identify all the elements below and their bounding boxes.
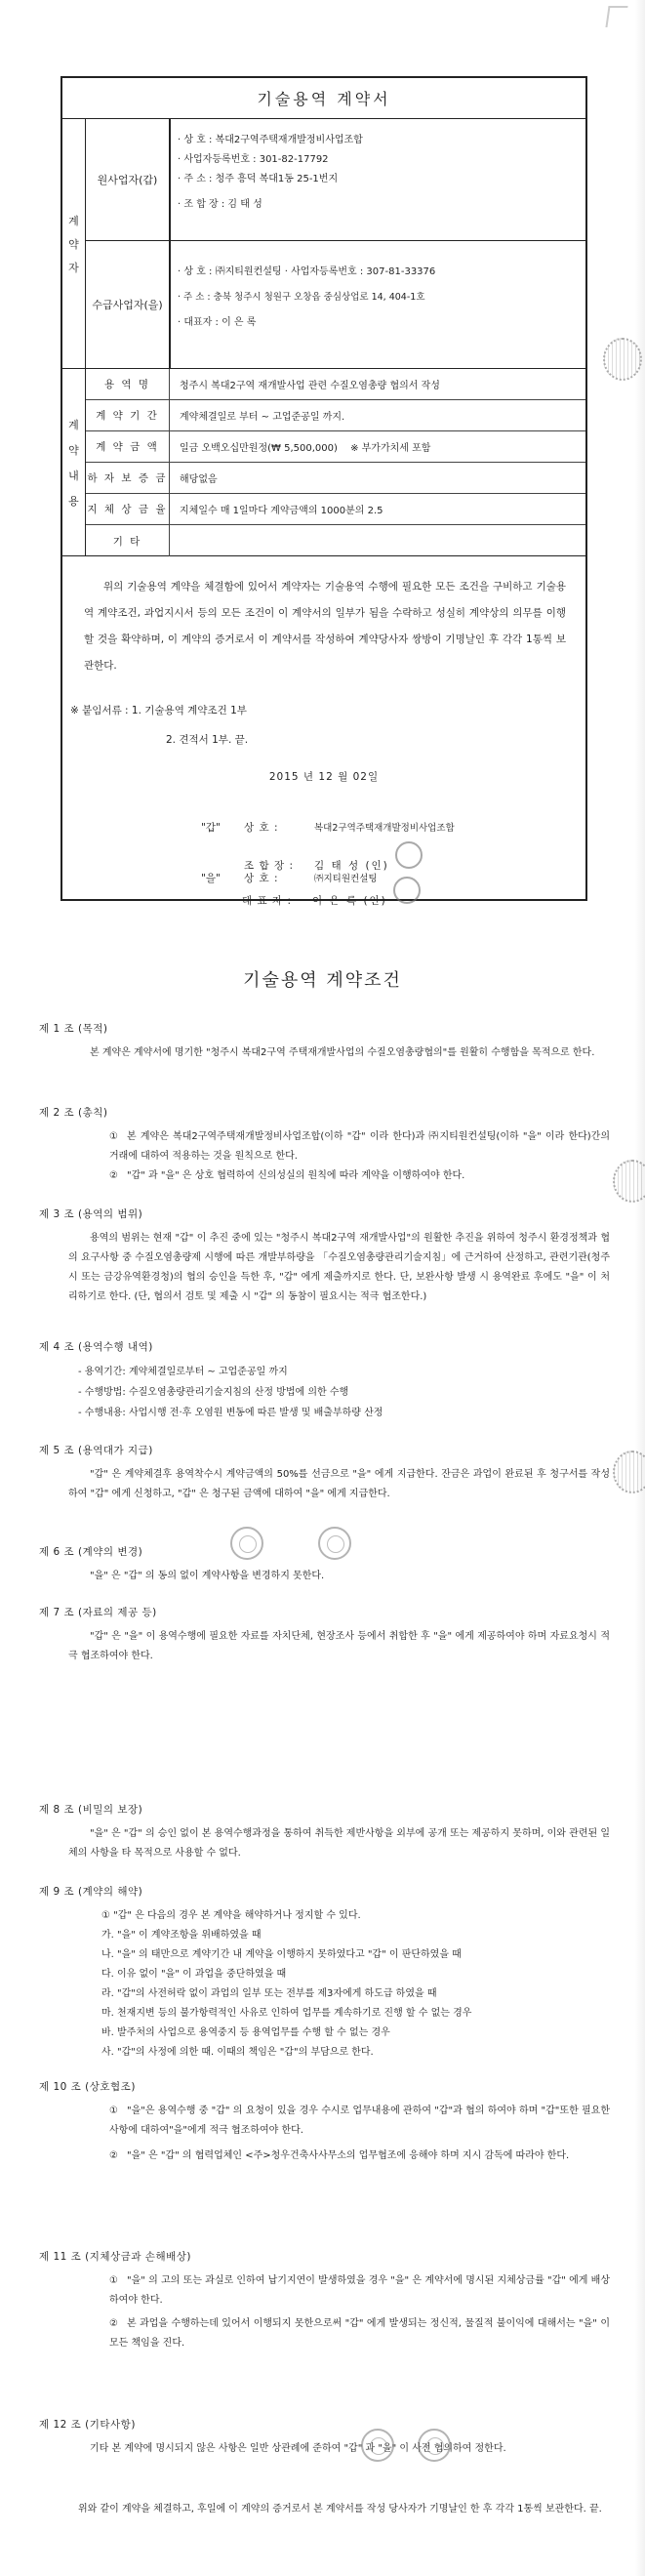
list-item: 다. 이유 없이 "을" 이 과업을 중단하였을 때	[101, 1969, 287, 1980]
closing-text: 위와 같이 계약을 체결하고, 후일에 이 계약의 증거로서 본 계약서를 작성 당사자가 기명날인 한 후 각각 1통씩 보관한다. 끝.	[78, 2504, 602, 2515]
article-8: 제 8 조 (비밀의 보장) "을" 은 "갑" 의 승인 없이 본 용역수행과정을 통하여 취득한 제반사항을 외부에 공개 또는 제공하지 못하며, 이와 관련된 일체의 사항을 타 목적으로 사용할 수 없다.	[39, 1804, 610, 1859]
article-3: 제 3 조 (용역의 범위) 용역의 범위는 현재 "갑" 이 추진 중에 있는 "청주시 복대2구역 재개발사업"의 원활한 추진을 위하여 청주시 환경정책과 협의 요구사항 중 수질오염총량제 시행에 따른 개발부하량을 「수질오염총량관리기술지침」에 근거하여 산정하고, 관련기관(청주시 또는 금강유역환경청)의 협의 승인을 득한 후, "갑" 에게 제출까지로 한다. 단, 보완사항 발생 시 용역완료 후에도 "을" 이 처리하기로 한다. (단, 협의서 검토 및 제출 시 "갑" 의 동참이 필요시는 적극 협조한다.)	[39, 1208, 610, 1302]
article-5: 제 5 조 (용역대가 지급) "갑" 은 계약체결후 용역착수시 계약금액의 50%를 선금으로 "을" 에게 지급한다. 잔금은 과업이 완료된 후 청구서를 작성하여 "갑" 에게 신청하고, "갑" 은 청구된 금액에 대하여 "을" 에게 지급한다.	[39, 1445, 610, 1499]
contractor-role: 수급사업자(을)	[86, 241, 170, 368]
contractor-signature: "을" 상 호 : ㈜지티원컨설팅	[201, 873, 378, 884]
list-item: 바. 발주처의 사업으로 용역중지 등 용역업무를 수행 할 수 없는 경우	[101, 2027, 390, 2038]
column-divider	[170, 119, 171, 368]
list-item: 나. "을" 의 태만으로 계약기간 내 계약을 이행하지 못하였다고 "갑" 이 판단하였을 때	[101, 1949, 462, 1960]
terms-label: 계 약 내 용	[62, 369, 86, 555]
term-row-service-name: 용 역 명 청주시 복대2구역 재개발사업 관련 수질오염총량 협의서 작성	[86, 369, 585, 400]
client-seal-stamp	[395, 841, 423, 869]
article-9: 제 9 조 (계약의 해약) ① "갑" 은 다음의 경우 본 계약을 해약하거나 정지할 수 있다. 가. "을" 이 계약조항을 위배하였을 때 나. "을" 의 태만으로 계약기간 내 계약을 이행하지 못하였다고 "갑" 이 판단하였을 때 다. 이유 없이 "을" 이 과업을 중단하였을 때 라. "갑"의 사전허락 없이 과업의 일부 또는 전부를 제3자에게 하도급 하였을 때 마. 천재지변 등의 불가항력적인 사유로 인하여 업무를 계속하기로 진행 할 수 없는 경우 바. 발주처의 사업으로 용역중지 등 용역업무를 수행 할 수 없는 경우 사. "갑"의 사정에 의한 때. 이때의 책임은 "갑"의 부담으로 한다.	[39, 1884, 610, 2063]
article-7: 제 7 조 (자료의 제공 등) "갑" 은 "을" 이 용역수행에 필요한 자료를 자치단체, 현장조사 등에서 취합한 후 "을" 에게 제공하여야 하며 자료요청시 적극 협조하여야 한다.	[39, 1607, 610, 1661]
list-item: 마. 천재지변 등의 불가항력적인 사유로 인하여 업무를 계속하기로 진행 할 수 없는 경우	[101, 2008, 472, 2019]
side-seal-stamp	[613, 1451, 645, 1493]
seal-stamp	[361, 2429, 394, 2462]
side-seal-stamp	[603, 338, 642, 381]
list-item: ② "을" 은 "갑" 의 협력업체인 <주>청우건축사사무소의 업무협조에 응해야 하며 지시 감독에 따라야 한다.	[109, 2150, 570, 2161]
article-10: 제 10 조 (상호협조) ① "을"은 용역수행 중 "갑" 의 요청이 있을 경우 수시로 업무내용에 관하여 "갑"과 협의 하여야 하며 "갑"또한 필요한 사항에 대하여"을"에게 적극 협조하여야 한다. ② "을" 은 "갑" 의 협력업체인 <주>청우건축사사무소의 업무협조에 응해야 하며 지시 감독에 따라야 한다.	[39, 2079, 610, 2166]
article-11: 제 11 조 (지체상금과 손해배상) ① "을" 의 고의 또는 과실로 인하여 납기지연이 발생하였을 경우 "을" 은 계약서에 명시된 지체상금률 "갑" 에게 배상하여야 한다. ② 본 과업을 수행하는데 있어서 이행되지 못한으로써 "갑" 에게 발생되는 정신적, 물질적 불이익에 대해서는 "을" 이 모든 책임을 진다.	[39, 2249, 610, 2353]
term-row-other: 기 타	[86, 525, 585, 556]
client-reg-no: · 사업자등록번호 : 301-82-17792	[178, 154, 329, 165]
terms-section	[62, 369, 585, 556]
article-2: 제 2 조 (총칙) ① 본 계약은 복대2구역주택재개발정비사업조합(이하 "갑" 이라 한다)과 ㈜지티원컨설팅(이하 "을" 이라 한다)간의 거래에 대하여 적용하는 것을 원칙으로 한다. ② "갑" 과 "을" 은 상호 협력하여 신의성실의 원칙에 따라 계약을 이행하여야 한다.	[39, 1105, 610, 1186]
article-12: 제 12 조 (기타사항) 기타 본 계약에 명시되지 않은 사항은 일반 상관례에 준하여 "갑" 과 "을" 이 사전 협의하여 정한다.	[39, 2419, 506, 2454]
contract-sheet	[60, 76, 587, 901]
contractor-seal-stamp	[393, 877, 421, 904]
seal-stamp	[418, 2429, 451, 2462]
contract-title: 기술용역 계약서	[257, 90, 391, 108]
term-row-amount: 계 약 금 액 일금 오백오십만원정(₩ 5,500,000) ※ 부가가치세 포함	[86, 431, 585, 463]
client-info	[170, 121, 585, 240]
contractor-name-reg: · 상 호 : ㈜지티원컨설팅 · 사업자등록번호 : 307-81-33376	[178, 266, 436, 277]
term-row-period: 계 약 기 간 계약체결일로 부터 ~ 고업준공일 까지.	[86, 400, 585, 431]
contractor-rep-signature: 대 표 자 : 이 은 록 (인)	[242, 877, 421, 908]
contractor-address: · 주 소 : 충북 청주시 청원구 오창읍 중심상업로 14, 404-1호	[178, 292, 425, 303]
contract-body-text: 위의 기술용역 계약을 체결함에 있어서 계약자는 기술용역 수행에 필요한 모든 조건을 구비하고 기술용역 계약조건, 과업지시서 등의 모든 조건이 이 계약서의 일부가 됨을 수락하고 성실히 계약상의 의무를 이행할 것을 확약하며, 이 계약의 증거로서 이 계약서를 작성하여 계약당사자 쌍방이 기명날인 후 각각 1통씩 보관한다.	[84, 581, 566, 672]
article-6: 제 6 조 (계약의 변경) "을" 은 "갑" 의 동의 없이 계약사항을 변경하지 못한다.	[39, 1546, 325, 1581]
list-item: - 수행방법: 수질오염총량관리기술지침의 산정 방법에 의한 수행	[78, 1387, 349, 1398]
contractor-rep: · 대표자 : 이 은 록	[178, 317, 257, 328]
list-item: ① "을"은 용역수행 중 "갑" 의 요청이 있을 경우 수시로 업무내용에 관하여 "갑"과 협의 하여야 하며 "갑"또한 필요한 사항에 대하여"을"에게 적극 협조하여야 한다.	[109, 2106, 610, 2136]
corner-mark	[605, 6, 627, 27]
contract-date: 2015 년 12 월 02일	[268, 771, 380, 783]
list-item: ② "갑" 과 "을" 은 상호 협력하여 신의성실의 원칙에 따라 계약을 이행하여야 한다.	[109, 1170, 465, 1181]
article-4: 제 4 조 (용역수행 내역) - 용역기간: 계약체결일로부터 ~ 고업준공일 까지 - 수행방법: 수질오염총량관리기술지침의 산정 방법에 의한 수행 - 수행내용: 사업시행 전·후 오염원 변동에 따른 발생 및 배출부하량 산정	[39, 1339, 610, 1423]
list-item: - 용역기간: 계약체결일로부터 ~ 고업준공일 까지	[78, 1367, 288, 1377]
side-seal-stamp	[613, 1160, 645, 1203]
scan-edge	[635, 0, 645, 2576]
list-item: - 수행내용: 사업시행 전·후 오염원 변동에 따른 발생 및 배출부하량 산정	[78, 1408, 383, 1418]
client-rep-signature: 조 합 장 : 김 태 성 (인)	[244, 841, 423, 873]
list-item: ② 본 과업을 수행하는데 있어서 이행되지 못한으로써 "갑" 에게 발생되는 정신적, 물질적 불이익에 대해서는 "을" 이 모든 책임을 진다.	[109, 2318, 610, 2349]
list-item: ① 본 계약은 복대2구역주택재개발정비사업조합(이하 "갑" 이라 한다)과 ㈜지티원컨설팅(이하 "을" 이라 한다)간의 거래에 대하여 적용하는 것을 원칙으로 한다.	[109, 1131, 610, 1162]
list-item: 가. "을" 이 계약조항을 위배하였을 때	[101, 1930, 262, 1941]
client-name: · 상 호 : 복대2구역주택재개발정비사업조합	[178, 135, 363, 145]
client-address: · 주 소 : 청주 흥덕 복대1동 25-1번지	[178, 174, 339, 184]
client-signature: "갑" 상 호 : 복대2구역주택재개발정비사업조합	[201, 822, 455, 834]
conditions-title: 기술용역 계약조건	[243, 970, 402, 991]
attachment-line-1: ※ 붙임서류 : 1. 기술용역 계약조건 1부	[70, 705, 247, 716]
client-rep: · 조 합 장 : 김 태 성	[178, 199, 262, 210]
list-item: ① "을" 의 고의 또는 과실로 인하여 납기지연이 발생하였을 경우 "을" 은 계약서에 명시된 지체상금률 "갑" 에게 배상하여야 한다.	[109, 2275, 610, 2306]
article-1: 제 1 조 (목적) 본 계약은 계약서에 명기한 "청주시 복대2구역 주택재개발사업의 수질오염총량협의"를 원활히 수행함을 목적으로 한다.	[39, 1023, 595, 1058]
attachment-line-2: 2. 견적서 1부. 끝.	[166, 734, 249, 746]
parties-label: 계 약 자	[62, 119, 86, 368]
contract-title-row	[62, 78, 585, 119]
term-row-penalty: 지 체 상 금 율 지체일수 매 1일마다 계약금액의 1000분의 2.5	[86, 494, 585, 525]
list-item: 라. "갑"의 사전허락 없이 과업의 일부 또는 전부를 제3자에게 하도급 하였을 때	[101, 1988, 437, 1999]
parties-section	[62, 119, 585, 369]
list-item: ① "갑" 은 다음의 경우 본 계약을 해약하거나 정지할 수 있다.	[101, 1910, 361, 1921]
list-item: 사. "갑"의 사정에 의한 때. 이때의 책임은 "갑"의 부담으로 한다.	[101, 2047, 374, 2058]
client-role: 원사업자(갑)	[86, 119, 170, 240]
contractor-info	[170, 246, 585, 367]
term-row-warranty: 하 자 보 증 금 해당없음	[86, 463, 585, 494]
